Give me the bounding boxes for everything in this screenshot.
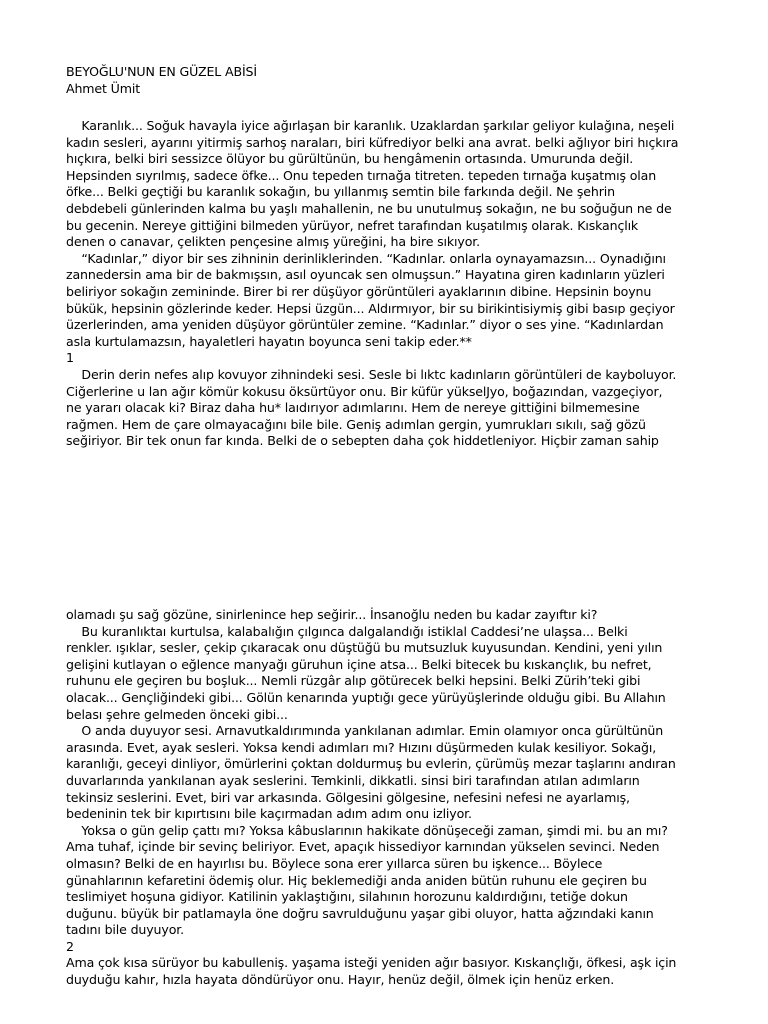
text-line: hıçkıra, belki biri sessizce ölüyor bu gürültünün, bu hengâmenin ortasında. Umurunda değil. xyxy=(66,151,634,167)
text-line: tekinsiz seslerini. Evet, biri var arkasında. Gölgesini gölgesine, nefesini nefesi ne ayarlamış, xyxy=(66,789,630,805)
text-line: debdebeli günlerinden kalma bu yaşlı mahallenin, ne bu unutulmuş sokağın, ne bu soğuğun ne de xyxy=(66,200,672,216)
text-line: 2 xyxy=(66,938,74,954)
text-line: rağmen. Hem de çare olmayacağını bile bile. Geniş adımlan gergin, yumrukları sıkılı, sağ gözü xyxy=(66,416,646,432)
text-line: bedeninin tek bir kıpırtısını bile kaçırmadan adım adım onu izliyor. xyxy=(66,806,472,822)
text-line: seğiriyor. Bir tek onun far kında. Belki de o sebepten daha çok hiddetleniyor. Hiçbir zaman sahip xyxy=(66,433,659,449)
text-line: üzerlerinden, ama yeniden düşüyor görüntüler zemine. “Kadınlar.” diyor o ses yine. “Kadınlardan xyxy=(66,317,664,333)
text-line: beliriyor sokağın zemininde. Birer bi rer düşüyor görüntüleri ayaklarının dibine. Hepsinin boynu xyxy=(66,283,652,299)
text-line: renkler. ışıklar, sesler, çekip çıkaracak onu düştüğü bu mutsuzluk kuyusundan. Kendini, yeni yılın xyxy=(66,640,663,656)
text-line: ruhunu ele geçiren bu boşluk... Nemli rüzgâr alıp götürecek belki hepsini. Belki Zürih’teki gibi xyxy=(66,673,641,689)
text-line: denen o canavar, çelikten pençesine almış yüreğini, ha bire sıkıyor. xyxy=(66,234,480,250)
text-block-upper xyxy=(66,118,706,450)
text-block-lower xyxy=(66,607,706,989)
text-line: bükük, hepsinin gözlerinde keder. Hepsi üzgün... Aldırmıyor, bir su birikintisiymiş gibi basıp geçiyor xyxy=(66,300,675,316)
document-title: BEYOĞLU'NUN EN GÜZEL ABİSİ xyxy=(66,64,257,79)
document-author: Ahmet Ümit xyxy=(66,80,140,96)
text-line: duvarlarında yankılanan ayak seslerini. Temkinli, dikkatli. sinsi biri tarafından atılan adımların xyxy=(66,772,640,788)
text-line: Ama tuhaf, içinde bir sevinç beliriyor. Evet, apaçık hissediyor karnından yükselen sevinci. Neden xyxy=(66,839,660,855)
text-line: olmasın? Belki de en hayırlısı bu. Böylece sona erer yıllarca süren bu işkence... Böylece xyxy=(66,855,603,871)
document-header xyxy=(66,64,706,97)
text-line: arasında. Evet, ayak sesleri. Yoksa kendi adımları mı? Hızını düşürmeden kulak kesiliyor. Sokağı, xyxy=(66,739,657,755)
text-line: gelişini kutlayan o eğlence manyağı güruhun içine atsa... Belki bitecek bu kıskançlık, bu nefret, xyxy=(66,656,652,672)
text-line: asla kurtulamazsın, hayaletleri hayatın boyunca seni takip eder.** xyxy=(66,333,472,349)
text-line: O anda duyuyor sesi. Arnavutkaldırımında yankılanan adımlar. Emin olamıyor onca gürültünün xyxy=(66,723,664,739)
text-line: duğunu. büyük bir patlamayla öne doğru savrulduğunu yaşar gibi oluyor, hatta ağzındaki kanın xyxy=(66,905,654,921)
text-line: Karanlık... Soğuk havayla iyice ağırlaşan bir karanlık. Uzaklardan şarkılar geliyor kulağına, neşeli xyxy=(66,118,675,133)
text-line: Ama çok kısa sürüyor bu kabulleniş. yaşama isteği yeniden ağır basıyor. Kıskançlığı, öfkesi, aşk için xyxy=(66,955,677,971)
text-line: zannedersin ama bir de bakmışsın, asıl oyuncak sen olmuşsun.” Hayatına giren kadınların yüzleri xyxy=(66,267,665,283)
text-line: günahlarının kefaretini ödemiş olur. Hiç beklemediği anda aniden bütün ruhunu ele geçiren bu xyxy=(66,872,647,888)
text-line: tadını bile duyuyor. xyxy=(66,922,184,938)
text-line: 1 xyxy=(66,350,74,366)
text-line: Yoksa o gün gelip çattı mı? Yoksa kâbuslarının hakikate dönüşeceği zaman, şimdi mi. bu an mı? xyxy=(66,822,668,838)
text-line: Hepsinden sıyrılmış, sadece öfke... Onu tepeden tırnağa titreten. tepeden tırnağa kuşatmış olan xyxy=(66,167,657,183)
text-line: teslimiyet hoşuna gidiyor. Katilinin yaklaştığını, silahının horozunu kaldırdığını, tetiğe dokun xyxy=(66,889,628,905)
text-line: bu gecenin. Nereye gittiğini bilmeden yürüyor, nefret tarafından kuşatılmış olarak. Kıskançlık xyxy=(66,217,639,233)
text-line: “Kadınlar,” diyor bir ses zihninin derinliklerinden. “Kadınlar. onlarla oynayamazsın... Oynadığını xyxy=(66,250,666,266)
text-line: olacak... Gençliğindeki gibi... Gölün kenarında yuptığı gece yürüyüşlerinde olduğu gibi. Bu Allahın xyxy=(66,689,666,705)
text-line: öfke... Belki geçtiği bu karanlık sokağın, bu yıllanmış semtin bile farkında değil. Ne şehrin xyxy=(66,184,615,200)
text-line: belası şehre gelmeden önceki gibi... xyxy=(66,706,288,722)
text-line: duyduğu kahır, hızla hayata döndürüyor onu. Hayır, henüz değil, ölmek için henüz erken. xyxy=(66,972,615,988)
text-line: Derin derin nefes alıp kovuyor zihnindeki sesi. Sesle bi lıktc kadınların görüntüleri de kayboluyor. xyxy=(66,366,677,382)
text-line: kadın sesleri, ayarını yitirmiş sarhoş naraları, biri küfrediyor belki ana avrat. belki ağlıyor biri hıçkıra xyxy=(66,134,679,150)
text-line: olamadı şu sağ gözüne, sinirlenince hep seğirir... İnsanoğlu neden bu kadar zayıftır ki? xyxy=(66,607,598,622)
text-line: Bu kuranlıktaı kurtulsa, kalabalığın çılgınca dalgalandığı istiklal Caddesi’ne ulaşsa... Belki xyxy=(66,623,628,639)
text-line: ne yararı olacak ki? Biraz daha hu* laıdırıyor adımlarını. Hem de nereye gittiğini bilmemesine xyxy=(66,400,640,416)
text-line: Ciğerlerine u lan ağır kömür kokusu öksürtüyor onu. Bir küfür yükselJyo, boğazından, vazgeçiyor, xyxy=(66,383,663,399)
text-line: karanlığı, geceyi dinliyor, ömürlerini çoktan doldurmuş bu evlerin, çürümüş mezar taşlarını andıran xyxy=(66,756,676,772)
